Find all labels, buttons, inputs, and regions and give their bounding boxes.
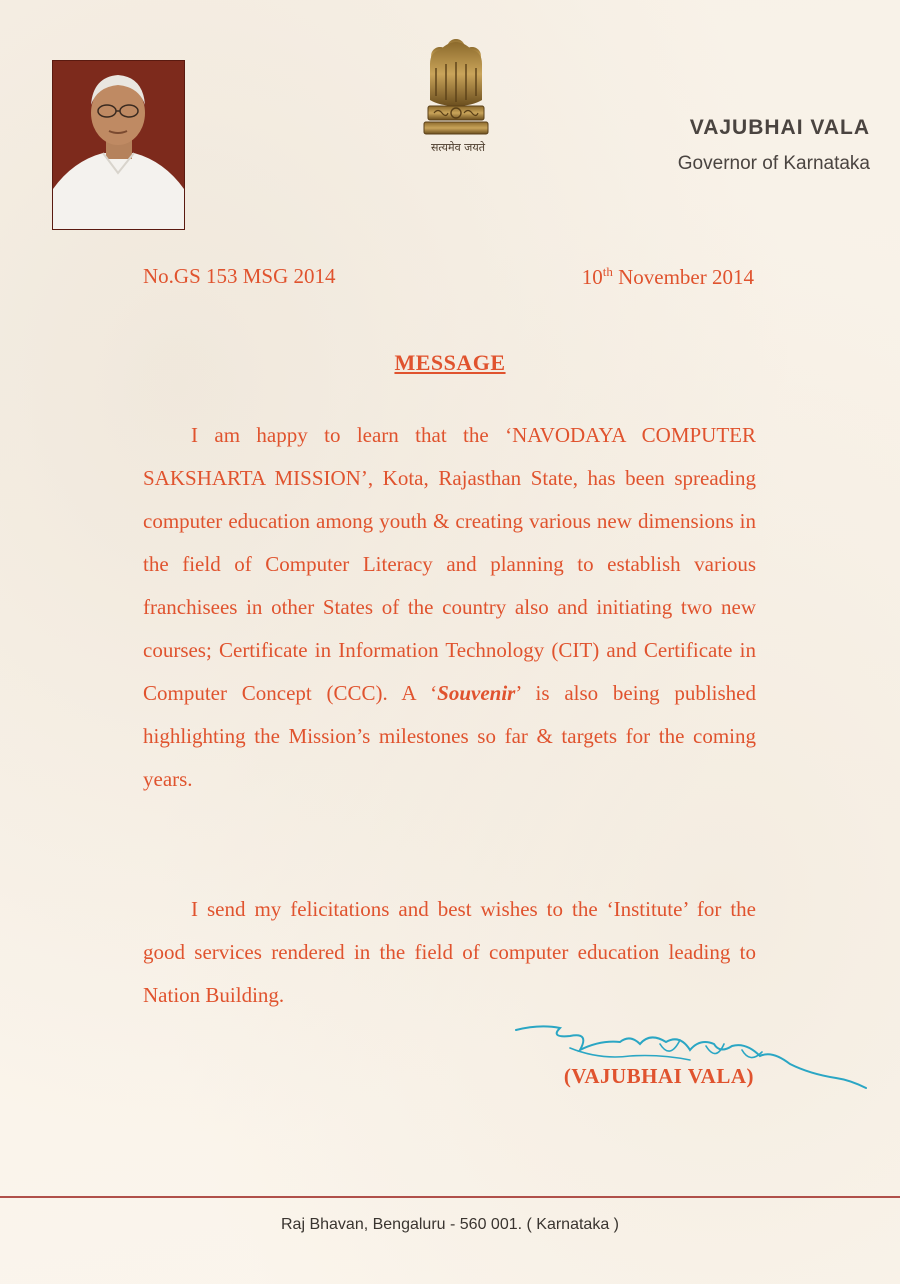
- paragraph-1-text-end: ’ is also being published highlighting the Mission’s milestones so far & targets for the coming years.: [143, 681, 757, 791]
- date-suffix: th: [602, 264, 613, 279]
- date-day: 10: [581, 265, 603, 289]
- date-month-year: November 2014: [612, 265, 754, 289]
- footer-divider: [0, 1196, 900, 1198]
- governor-portrait-photo: [52, 60, 185, 230]
- national-emblem-icon: [416, 34, 496, 154]
- footer-address: Raj Bhavan, Bengaluru - 560 001. ( Karnataka ): [281, 1216, 619, 1233]
- signatory-name: (VAJUBHAI VALA): [563, 1064, 754, 1088]
- message-heading: MESSAGE: [394, 350, 506, 375]
- reference-number: No.GS 153 MSG 2014: [143, 264, 336, 288]
- letter-date: [582, 264, 754, 290]
- paragraph-1-text: I am happy to learn that the ‘NAVODAYA COMPUTER SAKSHARTA MISSION’, Kota, Rajasthan State, has been spreading computer education among youth & creating various new dimensions in the field of Computer Literacy and planning to establish various franchisees in other States of the country also and initiating two new courses; Certificate in Information Technology (CIT) and Certificate in Computer Concept (CCC). A ‘: [143, 423, 756, 705]
- message-paragraph-1: [143, 414, 756, 801]
- message-paragraph-2: [143, 888, 756, 1017]
- governor-title: Governor of Karnataka: [677, 153, 870, 174]
- paragraph-2-text: I send my felicitations and best wishes to the ‘Institute’ for the good services rendered in the field of computer education leading to Nation Building.: [143, 897, 756, 1007]
- emblem-motto: सत्यमेव जयते: [430, 141, 485, 154]
- governor-name: VAJUBHAI VALA: [689, 116, 870, 139]
- souvenir-emphasis: Souvenir: [437, 681, 516, 705]
